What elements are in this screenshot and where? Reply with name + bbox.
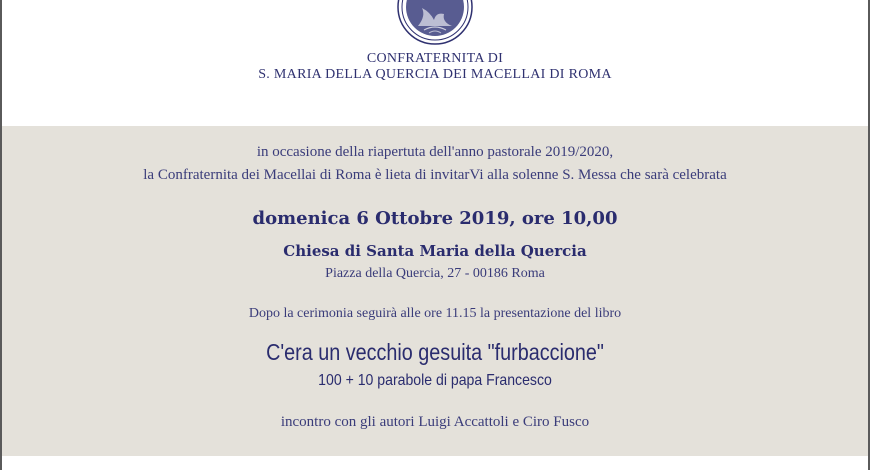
book-title: C'era un vecchio gesuita "furbaccione" [266, 339, 604, 365]
authors-meeting-text: incontro con gli autori Luigi Accattoli e Ciro Fusco [280, 414, 590, 430]
confraternity-seal-logo [396, 0, 474, 46]
intro-line-1: in occasione della riapertuta dell'anno pastorale 2019/2020, [256, 144, 614, 160]
book-subtitle: 100 + 10 parabole di papa Francesco [318, 372, 552, 389]
organization-name-line-2: S. MARIA DELLA QUERCIA DEI MACELLAI DI ROMA [258, 67, 612, 82]
intro-line-2: la Confraternita dei Macellai di Roma è lieta di invitarVi alla solenne S. Messa che sarà celebrata [143, 167, 727, 183]
church-name: Chiesa di Santa Maria della Quercia [283, 242, 587, 260]
event-date-time: domenica 6 Ottobre 2019, ore 10,00 [252, 208, 618, 229]
church-address: Piazza della Quercia, 27 - 00186 Roma [325, 266, 545, 281]
organization-name-line-1: CONFRATERNITA DI [366, 51, 504, 66]
after-ceremony-text: Dopo la cerimonia seguirà alle ore 11.15 la presentazione del libro [248, 306, 622, 321]
